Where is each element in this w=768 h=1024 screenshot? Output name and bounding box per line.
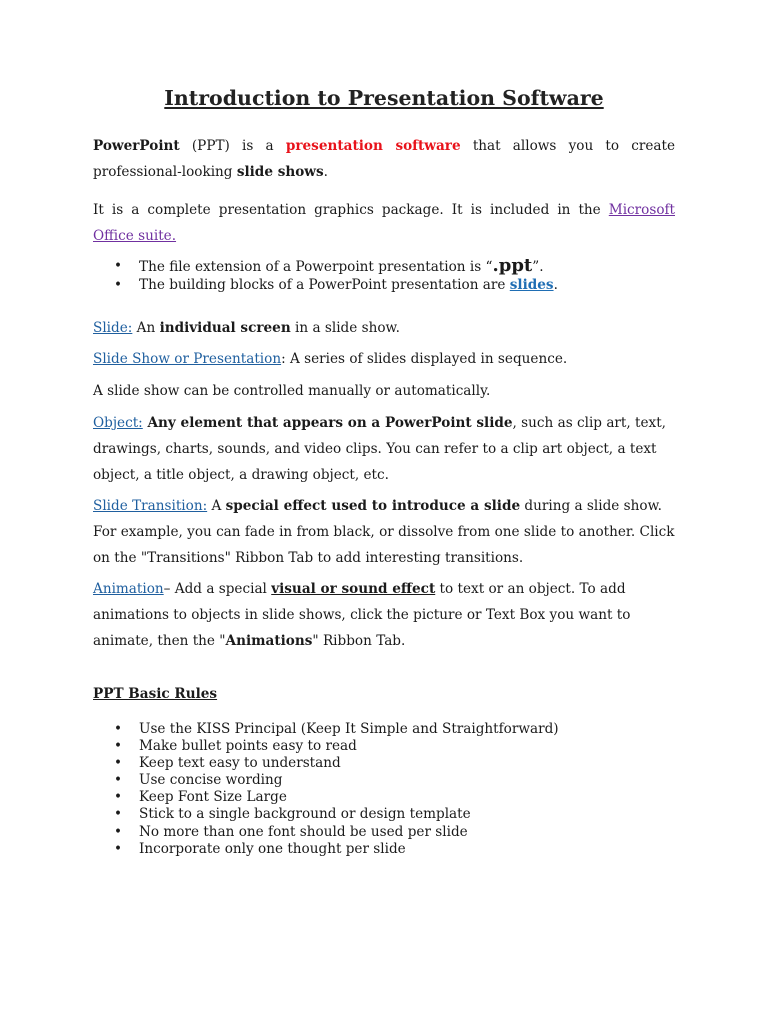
package-paragraph: It is a complete presentation graphics package. It is included in the Microsoft Office suite. xyxy=(93,202,675,244)
slides-link[interactable]: slides xyxy=(509,277,554,293)
slideshow-definition: Slide Show or Presentation: A series of slides displayed in sequence. xyxy=(93,351,568,367)
control-sentence: A slide show can be controlled manually or automatically. xyxy=(93,383,491,399)
list-item: • No more than one font should be used per slide xyxy=(93,824,675,841)
slideshow-term-link[interactable]: Slide Show or Presentation xyxy=(93,351,282,367)
transition-definition: Slide Transition: A special effect used to introduce a slide during a slide show. For example, you can fade in from black, or dissolve from one slide to another. Click on the "Transitions" Ribbon Tab to add interesting transitions. xyxy=(93,498,675,566)
slide-definition: Slide: An individual screen in a slide show. xyxy=(93,320,400,336)
animation-definition: Animation– Add a special visual or sound effect to text or an object. To add animations to objects in slide shows, click the picture or Text Box you want to animate, then the "Animations" Ribbon Tab. xyxy=(93,581,631,649)
list-item: • Keep text easy to understand xyxy=(93,755,675,772)
intro-paragraph: PowerPoint (PPT) is a presentation software that allows you to create professional-looking slide shows. xyxy=(93,138,675,180)
list-item: • The file extension of a Powerpoint presentation is “.ppt”. xyxy=(93,257,675,276)
page-title: Introduction to Presentation Software xyxy=(164,86,604,110)
list-item: • Use concise wording xyxy=(93,772,675,789)
intro-highlight: presentation software xyxy=(285,138,461,154)
list-item: • Incorporate only one thought per slide xyxy=(93,841,675,858)
list-item: • Keep Font Size Large xyxy=(93,789,675,806)
object-term-link[interactable]: Object: xyxy=(93,415,143,431)
list-item: • Make bullet points easy to read xyxy=(93,738,675,755)
animation-term-link[interactable]: Animation xyxy=(93,581,164,597)
rules-bullet-list xyxy=(93,721,675,858)
intro-term: PowerPoint xyxy=(93,138,180,154)
extension-bullet-list xyxy=(93,257,675,294)
slide-term-link[interactable]: Slide: xyxy=(93,320,133,336)
transition-term-link[interactable]: Slide Transition: xyxy=(93,498,208,514)
object-definition: Object: Any element that appears on a PowerPoint slide, such as clip art, text, drawings, charts, sounds, and video clips. You can refer to a clip art object, a text object, a title object, a drawing object, etc. xyxy=(93,415,666,483)
ppt-extension: .ppt xyxy=(492,255,533,276)
microsoft-office-link[interactable]: Microsoft Office suite. xyxy=(93,202,675,244)
list-item: • Stick to a single background or design template xyxy=(93,806,675,823)
rules-heading: PPT Basic Rules xyxy=(93,686,218,702)
list-item: • The building blocks of a PowerPoint presentation are slides. xyxy=(93,276,675,294)
list-item: • Use the KISS Principal (Keep It Simple and Straightforward) xyxy=(93,721,675,738)
